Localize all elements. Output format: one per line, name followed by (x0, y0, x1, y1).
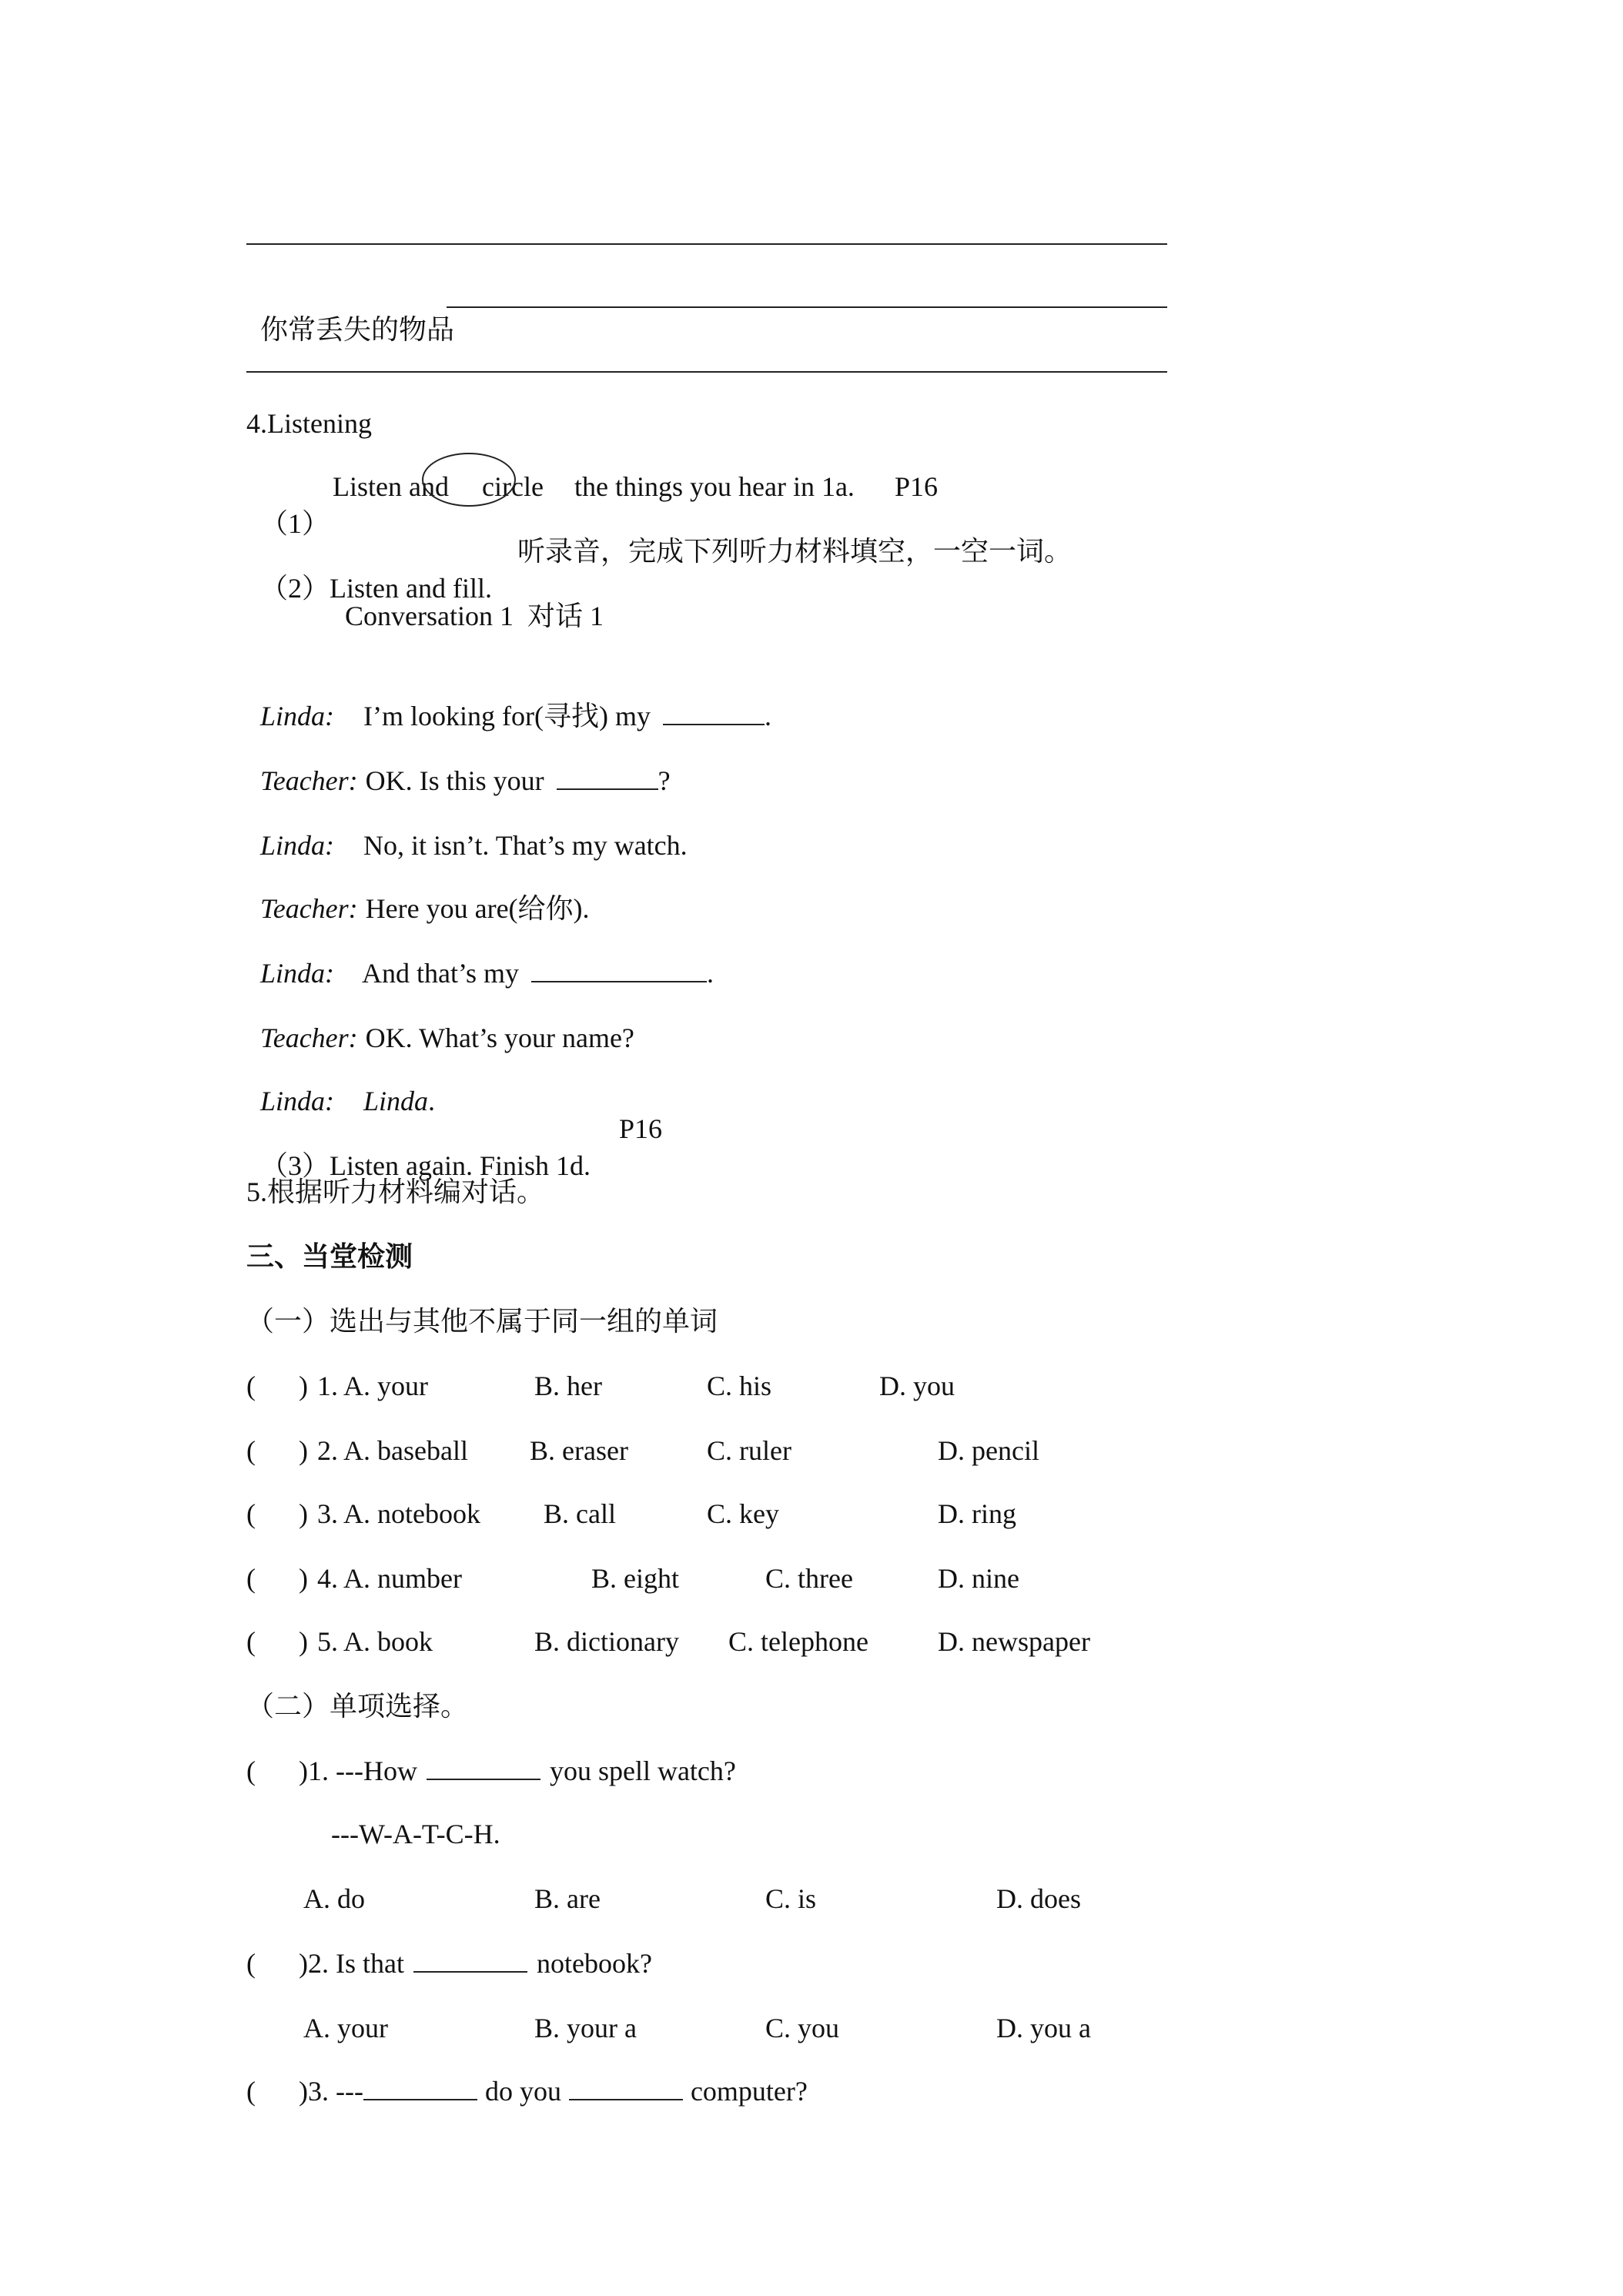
speaker-teacher: Teacher: (260, 765, 358, 796)
p1-q4-close: ) (299, 1563, 308, 1594)
answer-line-2 (447, 306, 1167, 308)
punctuation: . (764, 701, 771, 731)
p1-q4-paren[interactable]: ( (246, 1563, 256, 1594)
p1-q1-paren[interactable]: ( (246, 1371, 256, 1401)
fill-blank-2[interactable] (557, 762, 658, 790)
p2-q1-paren[interactable]: ( (246, 1755, 256, 1786)
p2-q2-stem: )2. Is that (299, 1948, 404, 1979)
task-2-chinese: 听录音，完成下列听力材料填空，一空一词。 (517, 536, 1073, 567)
p2-q3-after: computer? (690, 2076, 808, 2107)
p2-q2-d: D. you a (996, 2013, 1091, 2043)
p2-q2-blank[interactable] (413, 1945, 527, 1973)
p2-q1-d: D. does (996, 1883, 1081, 1914)
task-1-text-a: Listen and (333, 471, 449, 502)
dialogue-text: Here you are(给你). (365, 893, 590, 924)
dialogue-line-7 (246, 1046, 435, 1120)
p1-q2-close: ) (299, 1435, 308, 1466)
p2-q3-paren[interactable]: ( (246, 2076, 256, 2107)
p1-q3-a: 3. A. notebook (317, 1498, 480, 1529)
p2-q1-stem: )1. ---How (299, 1755, 417, 1786)
dialogue-text: I’m looking for(寻找) my (363, 701, 651, 731)
p2-q1-after: you spell watch? (549, 1755, 736, 1786)
dialogue-line-2 (246, 725, 671, 799)
p1-q4-a: 4. A. number (317, 1563, 462, 1594)
dialogue-text: OK. What’s your name? (365, 1022, 634, 1053)
p2-q2-paren[interactable]: ( (246, 1948, 256, 1979)
speaker-teacher: Teacher: (260, 893, 358, 924)
task-1-page: P16 (895, 471, 939, 502)
p2-q2-c: C. you (765, 2013, 840, 2043)
task-1-text-b: circle (482, 471, 544, 502)
part-2-title: （二）单项选择。 (246, 1691, 469, 1722)
p2-q2-after: notebook? (536, 1948, 652, 1979)
p1-q2-paren[interactable]: ( (246, 1435, 256, 1466)
listening-task-2 (246, 533, 492, 607)
p1-q3-c: C. key (707, 1498, 779, 1529)
dialogue-line-4 (246, 853, 590, 927)
task-3-text: Listen again. Finish 1d. (330, 1150, 591, 1181)
p1-q1-close: ) (299, 1371, 308, 1401)
dialogue-text: Linda (363, 1086, 429, 1116)
p1-q1-c: C. his (707, 1371, 772, 1401)
dialogue-text: And that’s my (362, 958, 520, 989)
p1-q3-d: D. ring (938, 1498, 1016, 1529)
fill-blank-3[interactable] (531, 955, 707, 982)
p1-q3-paren[interactable]: ( (246, 1498, 256, 1529)
task-2-text: Listen and fill. (330, 573, 492, 604)
task-1-number: （1） (260, 508, 330, 539)
task-3-number: （3） (260, 1150, 330, 1181)
task-2-number: （2） (260, 573, 330, 604)
p1-q1-a: 1. A. your (317, 1371, 428, 1401)
task-1-text-c: the things you hear in 1a. (574, 471, 855, 502)
punctuation: . (428, 1086, 436, 1116)
dialogue-text: No, it isn’t. That’s my watch. (363, 830, 688, 861)
p1-q5-d: D. newspaper (938, 1626, 1090, 1657)
dialogue-text: OK. Is this your (365, 765, 544, 796)
p1-q5-paren[interactable]: ( (246, 1626, 256, 1657)
dialogue-line-5 (246, 918, 714, 992)
p1-q2-c: C. ruler (707, 1435, 791, 1466)
p1-q2-a: 2. A. baseball (317, 1435, 468, 1466)
p2-q3-blank-2[interactable] (569, 2073, 683, 2100)
p2-q3-mid: do you (484, 2076, 561, 2107)
listening-heading: 4.Listening (246, 408, 372, 439)
p2-q1-a: A. do (303, 1883, 365, 1914)
p1-q4-c: C. three (765, 1563, 853, 1594)
p1-q5-close: ) (299, 1626, 308, 1657)
answer-line-1 (246, 243, 1167, 245)
speaker-linda: Linda: (260, 1086, 335, 1116)
speaker-linda: Linda: (260, 701, 335, 731)
speaker-linda: Linda: (260, 958, 335, 989)
p2-q1-answer: ---W-A-T-C-H. (331, 1819, 500, 1849)
listening-task-1 (246, 468, 330, 542)
p2-q1-text (299, 1752, 736, 1789)
dialogue-line-1 (246, 661, 771, 735)
p1-q3-b: B. call (544, 1498, 616, 1529)
p2-q2-a: A. your (303, 2013, 388, 2043)
p1-q4-d: D. nine (938, 1563, 1019, 1594)
p2-q3-blank-1[interactable] (363, 2073, 477, 2100)
speaker-linda: Linda: (260, 830, 335, 861)
fill-blank-1[interactable] (663, 698, 765, 725)
speaker-teacher: Teacher: (260, 1022, 358, 1053)
punctuation: . (707, 958, 714, 989)
p2-q3-text (299, 2073, 808, 2110)
p2-q1-c: C. is (765, 1883, 817, 1914)
p1-q2-b: B. eraser (530, 1435, 628, 1466)
p1-q5-b: B. dictionary (534, 1626, 679, 1657)
p1-q4-b: B. eight (591, 1563, 679, 1594)
task-5: 5.根据听力材料编对话。 (246, 1176, 545, 1207)
p1-q5-c: C. telephone (728, 1626, 868, 1657)
punctuation: ? (658, 765, 671, 796)
part-1-title: （一）选出与其他不属于同一组的单词 (246, 1306, 718, 1337)
p2-q2-text (299, 1945, 652, 1982)
p1-q1-b: B. her (534, 1371, 602, 1401)
task-3-page: P16 (619, 1113, 663, 1144)
p1-q5-a: 5. A. book (317, 1626, 433, 1657)
conversation-title: Conversation 1 对话 1 (345, 601, 604, 631)
answer-line-3 (246, 371, 1167, 373)
lost-items-row (246, 274, 454, 348)
hand-drawn-circle (422, 453, 516, 507)
p1-q2-d: D. pencil (938, 1435, 1039, 1466)
p2-q1-b: B. are (534, 1883, 601, 1914)
p2-q3-stem: )3. --- (299, 2076, 363, 2107)
p1-q1-d: D. you (879, 1371, 955, 1401)
p2-q1-blank[interactable] (427, 1752, 540, 1780)
p1-q3-close: ) (299, 1498, 308, 1529)
section-3-title: 三、当堂检测 (246, 1241, 413, 1272)
lost-items-label: 你常丢失的物品 (260, 314, 455, 345)
p2-q2-b: B. your a (534, 2013, 637, 2043)
